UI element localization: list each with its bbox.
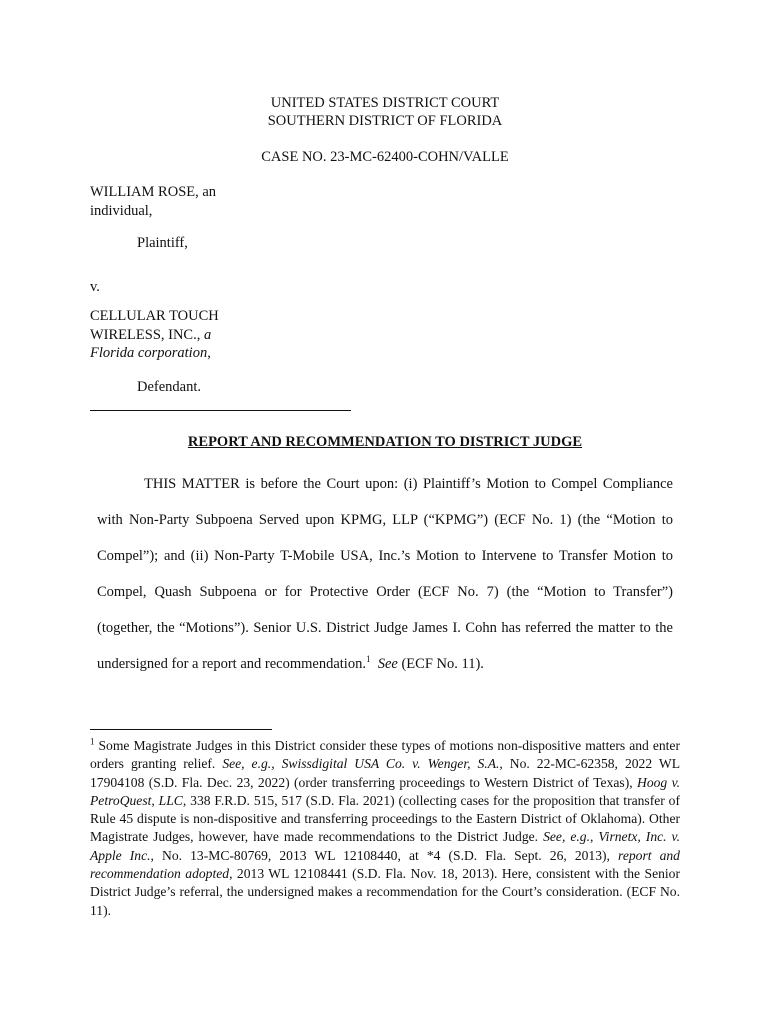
footnote-text-1: Some Magistrate Judges in this District consider these types of motions non-dispositive matters and enter orders granting relief. xyxy=(90,738,680,772)
footnote-reference: 1 xyxy=(365,654,371,665)
footnote xyxy=(90,737,680,920)
plaintiff-role: Plaintiff, xyxy=(137,235,188,251)
body-paragraph xyxy=(97,466,673,682)
defendant-name-line1: CELLULAR TOUCH xyxy=(90,308,219,324)
plaintiff-name-line1: WILLIAM ROSE, an xyxy=(90,184,217,200)
plaintiff-name-line2: individual, xyxy=(90,202,153,219)
court-header xyxy=(0,94,770,130)
body-citation: (ECF No. 11). xyxy=(397,656,484,672)
body-text: THIS MATTER is before the Court upon: (i) Plaintiff’s Motion to Compel Compliance with Non-Party Subpoena Served upon KPMG, LLP (“KPMG”) (ECF No. 1) (the “Motion to Compel”); and (ii) Non-Party T-Mobile USA, Inc.’s Motion to Intervene to Transfer Motion to Compel, Quash Subpoena or for Protective Order (ECF No. 7) (the “Motion to Transfer”) (together, the “Motions”). Senior U.S. District Judge James I. Cohn has referred the matter to the undersigned for a report and recommendation. xyxy=(97,476,673,672)
defendant-name-line2 xyxy=(90,326,219,345)
defendant-name-line2-text: WIRELESS, INC., xyxy=(90,326,204,343)
footnote-text-5: , xyxy=(589,829,599,845)
footnote-number: 1 xyxy=(90,736,95,747)
document-title: REPORT AND RECOMMENDATION TO DISTRICT JUDGE xyxy=(187,434,583,450)
case-number: CASE NO. 23-MC-62400-COHN/VALLE xyxy=(261,149,509,165)
plaintiff-name xyxy=(90,183,216,220)
court-district: SOUTHERN DISTRICT OF FLORIDA xyxy=(267,113,503,129)
defendant-role: Defendant. xyxy=(137,379,202,395)
versus: v. xyxy=(90,279,100,295)
defendant-name-line3-italic: Florida corporation xyxy=(90,345,208,361)
footnote-case-hoog: Hoog v. PetroQuest, LLC xyxy=(90,774,680,808)
footnote-text-6: , No. 13-MC-80769, 2013 WL 12108440, at *4 (S.D. Fla. Sept. 26, 2013), xyxy=(150,847,619,863)
court-name: UNITED STATES DISTRICT COURT xyxy=(270,95,500,111)
footnote-text-7: , 2013 WL 12108441 (S.D. Fla. Nov. 18, 2013). Here, consistent with the Senior District Judge’s referral, the undersigned makes a recommendation for the Court’s consideration. (ECF No. 11). xyxy=(90,866,680,918)
defendant-name-line3 xyxy=(90,344,219,363)
footnote-text-4: , 338 F.R.D. 515, 517 (S.D. Fla. 2021) (collecting cases for the proposition that transfer of Rule 45 dispute is non-dispositive and transferring proceedings to the Eastern District of Oklahoma). Other Magistrate Judges, however, have made recommendations to the District Judge. xyxy=(90,792,680,845)
footnote-italic-4: See, e.g. xyxy=(543,829,590,845)
body-see-signal: See xyxy=(377,656,398,672)
defendant-name-line2-italic: a xyxy=(203,326,212,343)
footnote-divider xyxy=(90,729,272,730)
footnote-case-virnetx: Virnetx, Inc. v. Apple Inc. xyxy=(90,829,680,863)
footnote-text-3: , No. 22-MC-62358, 2022 WL 17904108 (S.D. Fla. Dec. 23, 2022) (order transferring proceedings to Western District of Texas), xyxy=(90,756,680,790)
footnote-italic-6: report and recommendation adopted xyxy=(90,847,680,882)
defendant-name-line3-text: , xyxy=(207,345,211,361)
defendant-name xyxy=(90,307,219,363)
footnote-case-swissdigital: Swissdigital USA Co. v. Wenger, S.A. xyxy=(281,756,500,772)
footnote-italic-1: See, e.g. xyxy=(222,756,272,772)
footnote-text-2: , xyxy=(271,756,282,772)
caption-divider xyxy=(90,410,351,411)
